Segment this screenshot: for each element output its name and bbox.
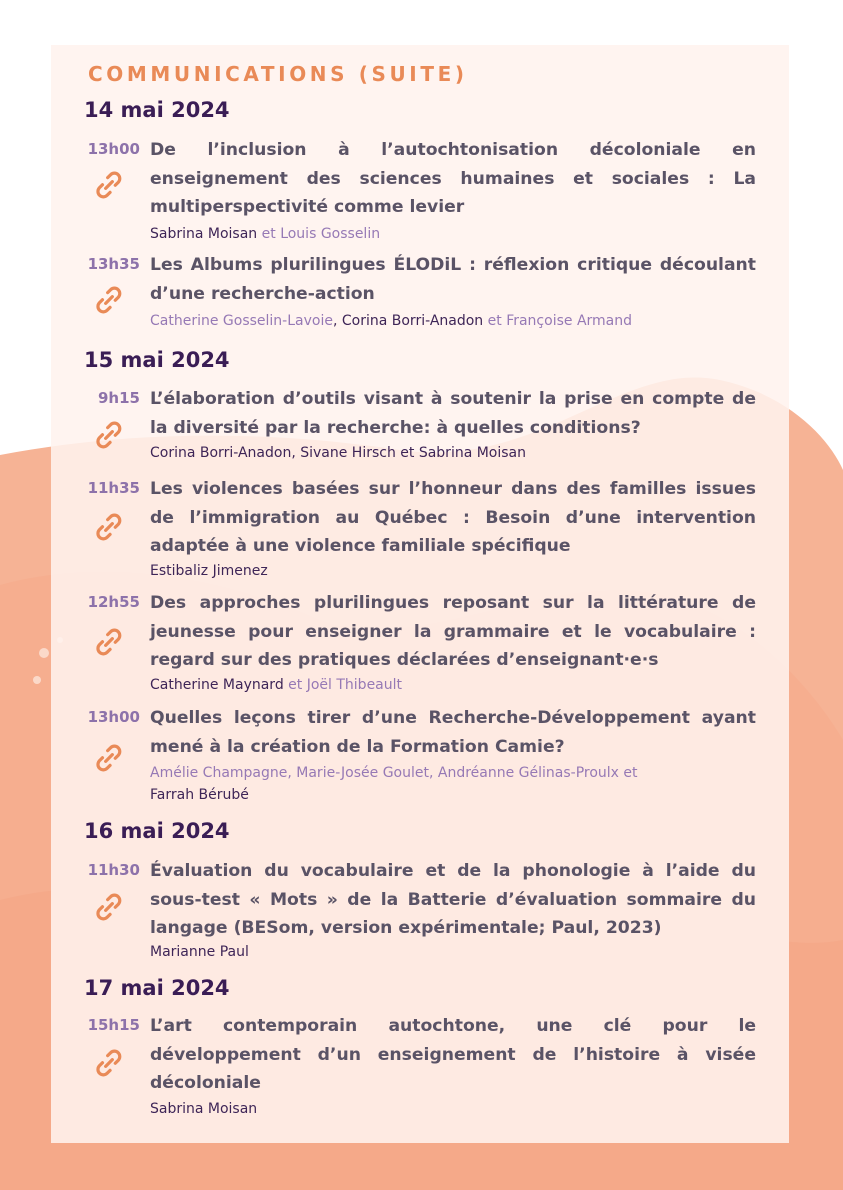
link-icon[interactable]	[93, 891, 125, 923]
entry-authors	[150, 1098, 756, 1120]
entry-authors	[150, 941, 756, 963]
entry-title[interactable]: Quelles leçons tirer d’une Recherche-Développement ayant mené à la création de la Formation Camie?	[150, 708, 756, 757]
author: Marianne Paul	[150, 944, 249, 960]
schedule-entry	[84, 475, 756, 585]
entry-time: 9h15	[98, 389, 140, 407]
entry-time: 13h00	[87, 708, 140, 726]
entry-time: 11h35	[87, 479, 140, 497]
link-icon[interactable]	[93, 626, 125, 658]
entry-title[interactable]: Les violences basées sur l’honneur dans des familles issues de l’immigration au Québec : Besoin d’une intervention adaptée à une violence familiale spécifique	[150, 479, 756, 557]
entry-time: 13h00	[87, 140, 140, 158]
author: Estibaliz Jimenez	[150, 563, 268, 579]
schedule-entry	[84, 857, 756, 967]
entry-time: 13h35	[87, 255, 140, 273]
entry-title[interactable]: L’élaboration d’outils visant à soutenir la prise en compte de la diversité par la recherche: à quelles conditions?	[150, 389, 756, 438]
entry-title[interactable]: L’art contemporain autochtone, une clé pour le développement d’un enseignement de l’histoire à visée décoloniale	[150, 1016, 756, 1094]
author: , Corina Borri-Anadon	[332, 313, 484, 329]
author: et Françoise Armand	[483, 313, 633, 329]
schedule-entry	[84, 136, 756, 246]
entry-authors	[150, 442, 756, 464]
link-icon[interactable]	[93, 1047, 125, 1079]
link-icon[interactable]	[93, 169, 125, 201]
author: Corina Borri-Anadon, Sivane Hirsch et Sabrina Moisan	[150, 445, 527, 461]
link-icon[interactable]	[93, 511, 125, 543]
entry-authors	[150, 560, 756, 582]
day-heading: 15 mai 2024	[84, 348, 230, 372]
author: Amélie Champagne, Marie-Josée Goulet, Andréanne Gélinas-Proulx et	[150, 765, 638, 781]
entry-title[interactable]: Évaluation du vocabulaire et de la phonologie à l’aide du sous-test « Mots » de la Batterie d’évaluation sommaire du langage (BESom, version expérimentale; Paul, 2023)	[150, 861, 756, 939]
link-icon[interactable]	[93, 419, 125, 451]
entry-time: 12h55	[87, 593, 140, 611]
author: Sabrina Moisan	[150, 1101, 258, 1117]
day-heading: 16 mai 2024	[84, 819, 230, 843]
entry-title[interactable]: Les Albums plurilingues ÉLODiL : réflexion critique découlant d’une recherche-action	[150, 255, 756, 304]
section-title: COMMUNICATIONS (SUITE)	[88, 62, 468, 86]
entry-authors	[150, 310, 756, 332]
schedule-entry	[84, 589, 756, 699]
author: Farrah Bérubé	[150, 787, 249, 803]
day-heading: 17 mai 2024	[84, 976, 230, 1000]
link-icon[interactable]	[93, 742, 125, 774]
schedule-entry	[84, 385, 756, 470]
day-heading: 14 mai 2024	[84, 98, 230, 122]
entry-authors	[150, 223, 756, 245]
schedule-entry	[84, 704, 756, 814]
entry-time: 15h15	[87, 1016, 140, 1034]
schedule-entry	[84, 251, 756, 336]
entry-authors	[150, 762, 756, 806]
schedule-entry	[84, 1012, 756, 1122]
entry-authors	[150, 674, 756, 696]
author: Catherine Maynard	[150, 677, 284, 693]
author: Sabrina Moisan	[150, 226, 258, 242]
entry-title[interactable]: Des approches plurilingues reposant sur la littérature de jeunesse pour enseigner la grammaire et le vocabulaire : regard sur des pratiques déclarées d’enseignant·e·s	[150, 593, 756, 671]
link-icon[interactable]	[93, 284, 125, 316]
author: et Louis Gosselin	[257, 226, 381, 242]
author: et Joël Thibeault	[283, 677, 403, 693]
entry-time: 11h30	[87, 861, 140, 879]
entry-title[interactable]: De l’inclusion à l’autochtonisation décoloniale en enseignement des sciences humaines et sociales : La multiperspectivité comme levier	[150, 140, 756, 218]
author: Catherine Gosselin-Lavoie	[150, 313, 333, 329]
